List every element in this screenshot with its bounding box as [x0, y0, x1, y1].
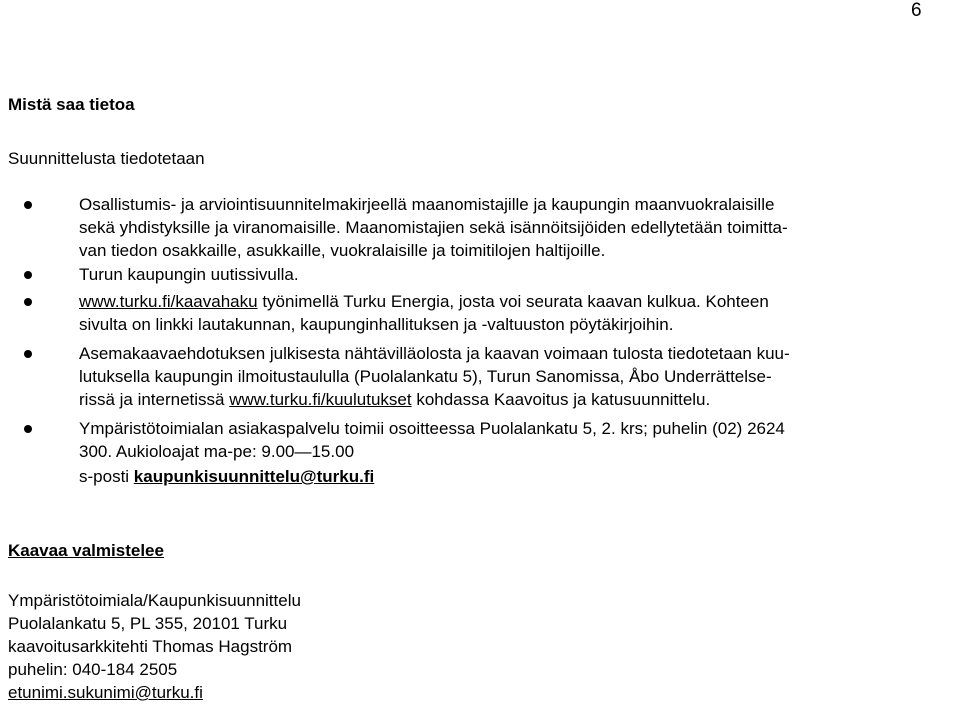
bullet-3-line-1 [79, 291, 769, 313]
bullet-icon [24, 350, 32, 358]
email-label: s-posti [79, 467, 134, 486]
kaavahaku-link[interactable]: www.turku.fi/kaavahaku [79, 292, 258, 311]
bullet-1-line-2: sekä yhdistyksille ja viranomaisille. Maanomistajien sekä isännöitsijöiden edellytetään toimitta- [79, 218, 788, 237]
section-heading-info: Mistä saa tietoa [8, 95, 135, 114]
bullet-icon [24, 298, 32, 306]
section-subheading: Suunnittelusta tiedotetaan [8, 149, 205, 168]
bullet-1-line-3: van tiedon osakkaille, asukkaille, vuokralaisille ja toimitilojen haltijoille. [79, 241, 606, 260]
email-link[interactable]: kaupunkisuunnittelu@turku.fi [133, 467, 375, 486]
bullet-3-line-2: sivulta on linkki lautakunnan, kaupunginhallituksen ja -valtuuston pöytäkirjoihin. [79, 315, 674, 334]
contact-line-2: Puolalankatu 5, PL 355, 20101 Turku [8, 614, 288, 633]
bullet-4-text-post: kohdassa Kaavoitus ja katusuunnittelu. [411, 390, 711, 409]
page-number: 6 [911, 0, 922, 21]
contact-email [8, 682, 203, 704]
bullet-1-line-1: Osallistumis- ja arviointisuunnitelmakirjeellä maanomistajille ja kaupungin maanvuokralaisille [79, 195, 775, 214]
bullet-4-line-3 [79, 389, 710, 411]
bullet-4-text-pre: rissä ja internetissä [79, 390, 230, 409]
bullet-5-line-1: Ympäristötoimialan asiakaspalvelu toimii osoitteessa Puolalankatu 5, 2. krs; puhelin (02) 2624 [79, 419, 785, 438]
bullet-5-line-3 [79, 466, 374, 488]
bullet-3-text: työnimellä Turku Energia, josta voi seurata kaavan kulkua. Kohteen [257, 292, 769, 311]
bullet-4-line-1: Asemakaavaehdotuksen julkisesta nähtävilläolosta ja kaavan voimaan tulosta tiedotetaan kuu- [79, 344, 790, 363]
section-heading-preparer: Kaavaa valmistelee [8, 541, 164, 560]
contact-line-3: kaavoitusarkkitehti Thomas Hagström [8, 637, 293, 656]
bullet-4-line-2: lutuksella kaupungin ilmoitustaululla (Puolalankatu 5), Turun Sanomissa, Åbo Underrättelse- [79, 367, 772, 386]
bullet-5-line-2: 300. Aukioloajat ma-pe: 9.00—15.00 [79, 442, 355, 461]
bullet-icon [24, 425, 32, 433]
kuulutukset-link[interactable]: www.turku.fi/kuulutukset [229, 390, 412, 409]
bullet-icon [24, 201, 32, 209]
contact-line-1: Ympäristötoimiala/Kaupunkisuunnittelu [8, 591, 301, 610]
bullet-icon [24, 271, 32, 279]
bullet-2-line-1: Turun kaupungin uutissivulla. [79, 265, 299, 284]
contact-email-link[interactable]: etunimi.sukunimi@turku.fi [8, 683, 203, 702]
contact-line-4: puhelin: 040-184 2505 [8, 660, 178, 679]
